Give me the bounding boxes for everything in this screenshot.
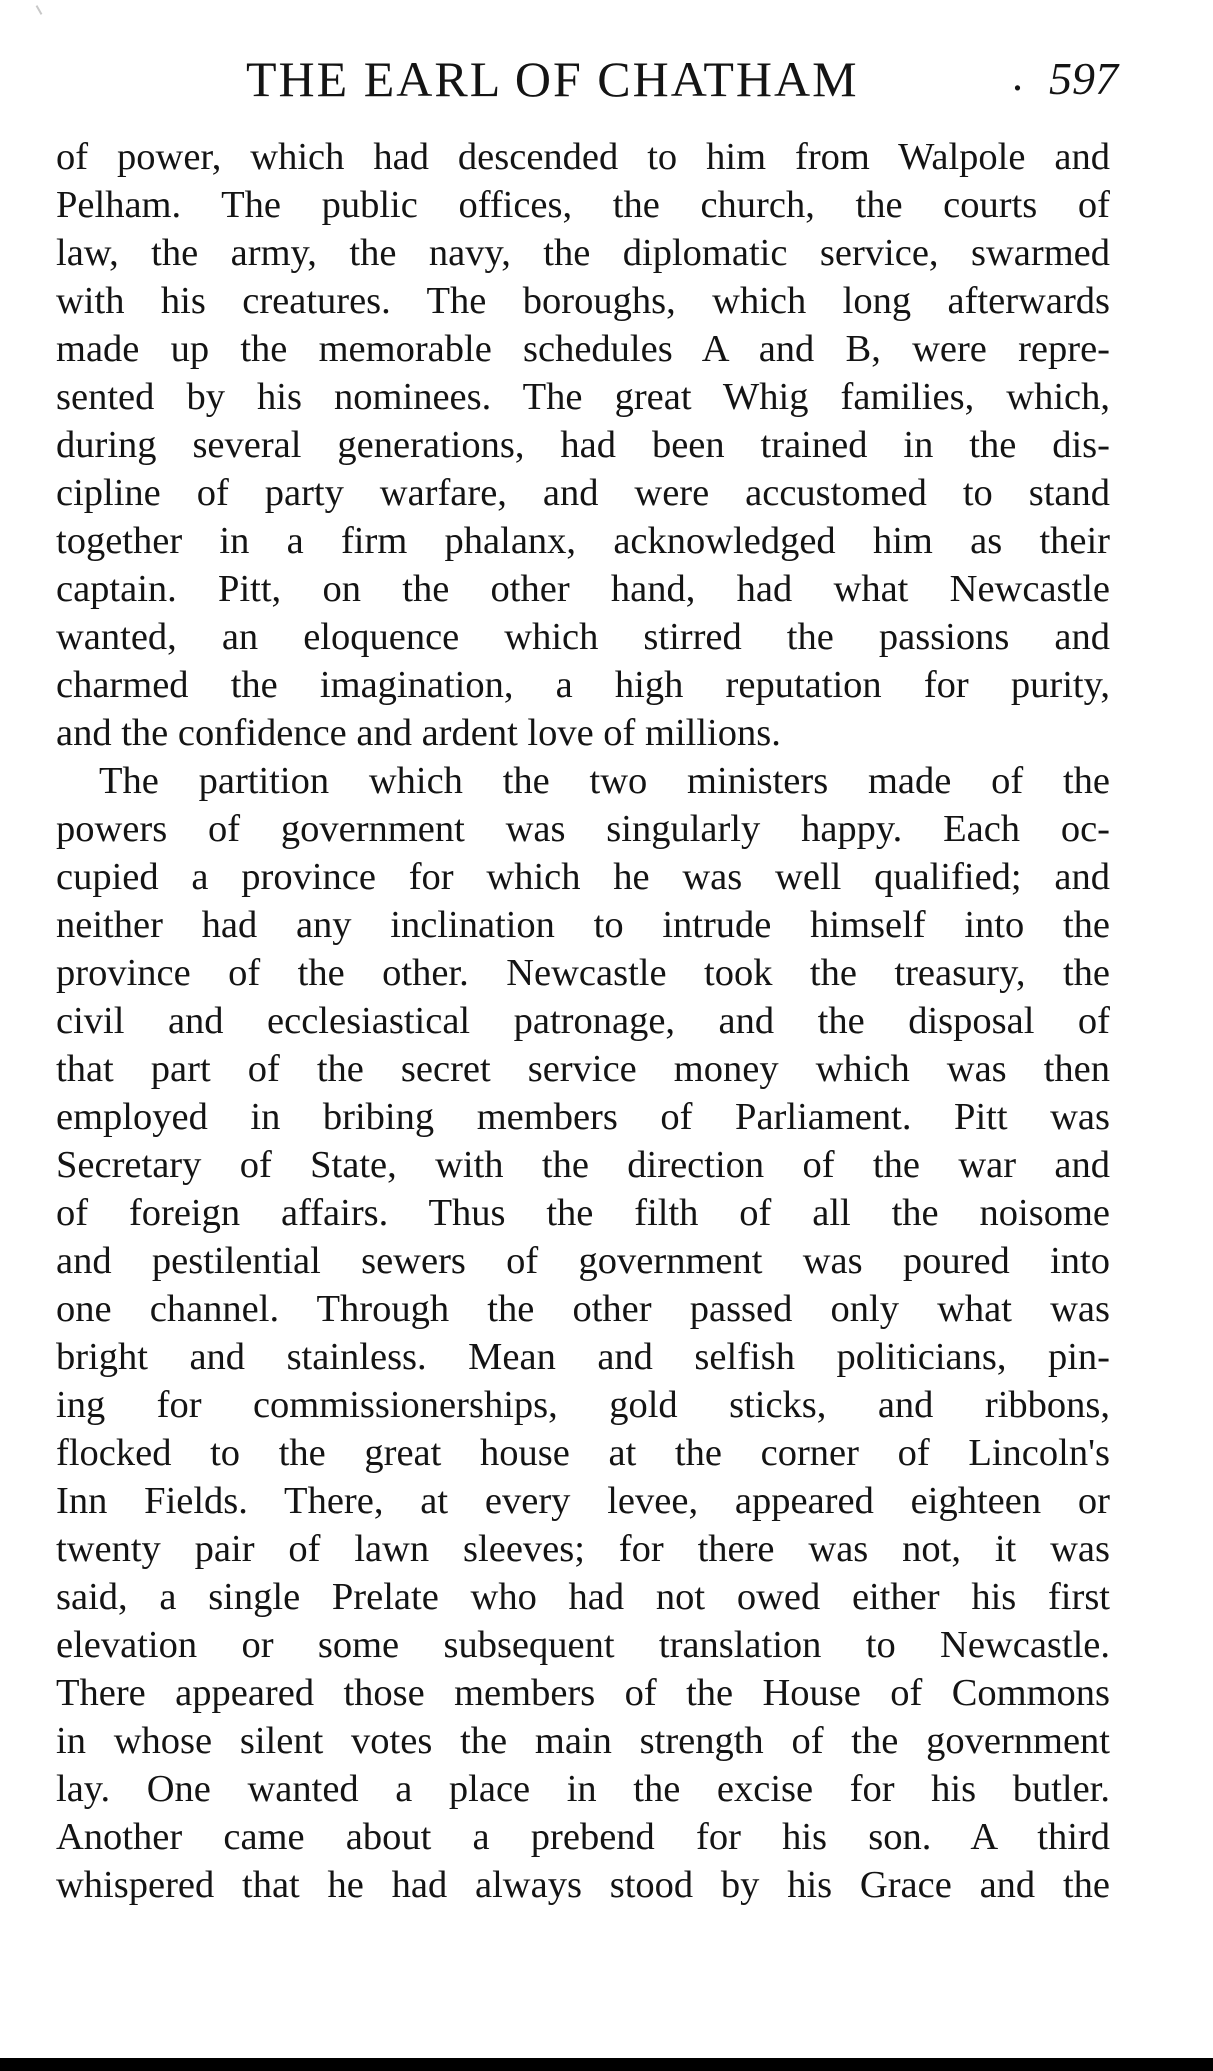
text-line: together in a firm phalanx, acknowledged him as their	[56, 520, 1110, 562]
text-line: sented by his nominees. The great Whig families, which,	[56, 376, 1110, 418]
paragraph-1	[56, 133, 1110, 757]
text-line: whispered that he had always stood by his Grace and the	[56, 1864, 1110, 1906]
text-line: law, the army, the navy, the diplomatic service, swarmed	[56, 232, 1110, 274]
text-line: wanted, an eloquence which stirred the passions and	[56, 616, 1110, 658]
text-line: twenty pair of lawn sleeves; for there was not, it was	[56, 1528, 1110, 1570]
text-line: one channel. Through the other passed only what was	[56, 1288, 1110, 1330]
text-line: The partition which the two ministers made of the	[99, 760, 1110, 802]
text-line: charmed the imagination, a high reputation for purity,	[56, 664, 1110, 706]
text-line: of foreign affairs. Thus the filth of all the noisome	[56, 1192, 1110, 1234]
text-line: Pelham. The public offices, the church, the courts of	[56, 184, 1110, 226]
text-line: civil and ecclesiastical patronage, and the disposal of	[56, 1000, 1110, 1042]
text-line: Inn Fields. There, at every levee, appeared eighteen or	[56, 1480, 1110, 1522]
text-line: captain. Pitt, on the other hand, had what Newcastle	[56, 568, 1110, 610]
text-line: during several generations, had been trained in the dis-	[56, 424, 1110, 466]
bottom-rule	[0, 2058, 1213, 2071]
text-line: cupied a province for which he was well qualified; and	[56, 856, 1110, 898]
text-line: lay. One wanted a place in the excise for his butler.	[56, 1768, 1110, 1810]
body-text	[56, 133, 1110, 1909]
text-line: neither had any inclination to intrude himself into the	[56, 904, 1110, 946]
text-line: and the confidence and ardent love of millions.	[56, 712, 781, 754]
paragraph-2	[56, 757, 1110, 1909]
text-line: and pestilential sewers of government was poured into	[56, 1240, 1110, 1282]
text-line: ing for commissionerships, gold sticks, and ribbons,	[56, 1384, 1110, 1426]
text-line: cipline of party warfare, and were accustomed to stand	[56, 472, 1110, 514]
text-line: flocked to the great house at the corner of Lincoln's	[56, 1432, 1110, 1474]
running-head	[56, 50, 1118, 110]
text-line: elevation or some subsequent translation to Newcastle.	[56, 1624, 1110, 1666]
page-number: 597	[1049, 53, 1118, 104]
text-line: that part of the secret service money which was then	[56, 1048, 1110, 1090]
text-line: bright and stainless. Mean and selfish politicians, pin-	[56, 1336, 1110, 1378]
text-line: Secretary of State, with the direction of the war and	[56, 1144, 1110, 1186]
running-title-dot: .	[1012, 51, 1023, 100]
text-line: in whose silent votes the main strength of the government	[56, 1720, 1110, 1762]
text-line: with his creatures. The boroughs, which long afterwards	[56, 280, 1110, 322]
text-line: of power, which had descended to him from Walpole and	[56, 136, 1110, 178]
text-line: There appeared those members of the House of Commons	[56, 1672, 1110, 1714]
text-line: province of the other. Newcastle took the treasury, the	[56, 952, 1110, 994]
text-line: employed in bribing members of Parliament. Pitt was	[56, 1096, 1110, 1138]
text-line: made up the memorable schedules A and B, were repre-	[56, 328, 1110, 370]
page-speck	[36, 5, 43, 15]
text-line: powers of government was singularly happy. Each oc-	[56, 808, 1110, 850]
running-title: THE EARL OF CHATHAM	[246, 51, 859, 107]
text-line: Another came about a prebend for his son. A third	[56, 1816, 1110, 1858]
text-line: said, a single Prelate who had not owed either his first	[56, 1576, 1110, 1618]
